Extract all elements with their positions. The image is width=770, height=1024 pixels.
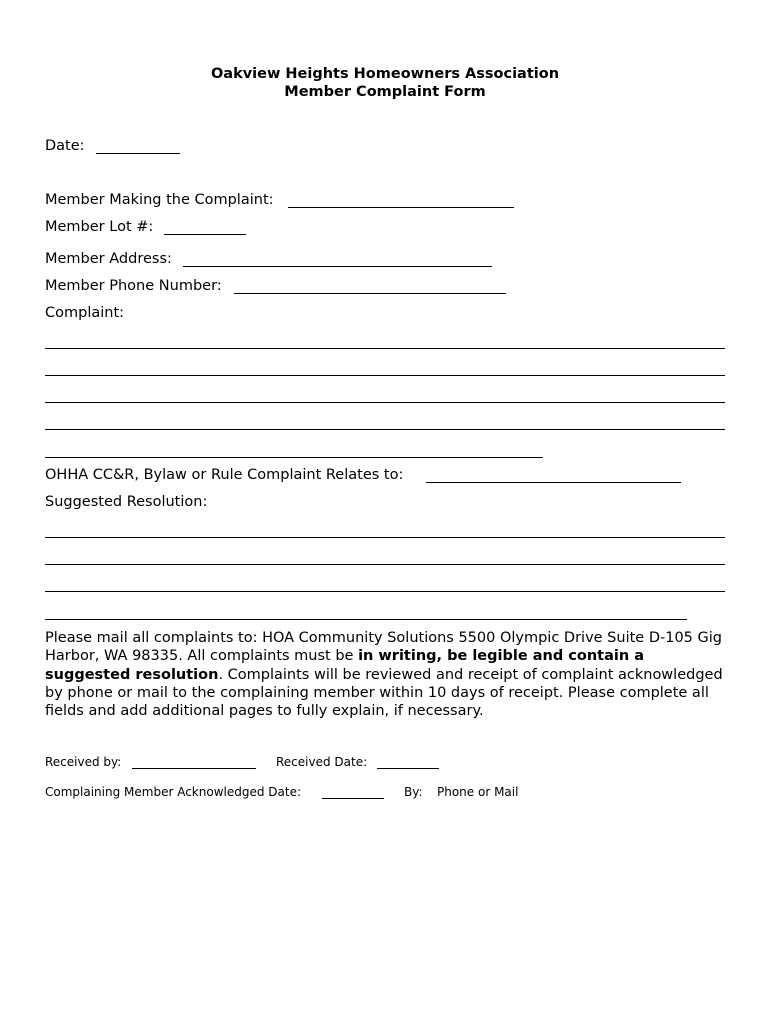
member-name-field[interactable] xyxy=(288,207,514,208)
received-date-field[interactable] xyxy=(377,768,439,769)
received-date-label: Received Date: xyxy=(276,755,368,769)
instructions-text-continued: . Complaints will be reviewed and receipt of complaint acknowledged by phone or mail to the complaining member within 10 days of receipt. Please complete all fields and add additional pages to fully explain, if necessary. xyxy=(45,666,723,720)
complaint-line[interactable] xyxy=(45,375,725,376)
resolution-line[interactable] xyxy=(45,564,725,565)
resolution-label: Suggested Resolution: xyxy=(45,494,208,510)
phone-label: Member Phone Number: xyxy=(45,278,222,294)
ack-date-label: Complaining Member Acknowledged Date: xyxy=(45,785,301,799)
by-label: By: xyxy=(404,785,423,799)
address-field[interactable] xyxy=(183,266,492,267)
rule-field[interactable] xyxy=(426,482,681,483)
address-label: Member Address: xyxy=(45,251,172,267)
member-name-label: Member Making the Complaint: xyxy=(45,192,274,208)
resolution-line[interactable] xyxy=(45,619,687,620)
complaint-line[interactable] xyxy=(45,348,725,349)
complaint-label: Complaint: xyxy=(45,305,125,321)
date-label: Date: xyxy=(45,138,85,154)
resolution-line[interactable] xyxy=(45,591,725,592)
lot-label: Member Lot #: xyxy=(45,219,154,235)
form-title: Member Complaint Form xyxy=(284,84,486,100)
ack-date-field[interactable] xyxy=(322,798,384,799)
by-method-value: Phone or Mail xyxy=(437,785,519,799)
received-by-label: Received by: xyxy=(45,755,122,769)
mailing-instructions xyxy=(45,629,730,720)
resolution-line[interactable] xyxy=(45,537,725,538)
complaint-line[interactable] xyxy=(45,402,725,403)
complaint-line[interactable] xyxy=(45,429,725,430)
instructions-text: Please mail all complaints to: HOA Community Solutions 5500 Olympic Drive Suite D-105 Gig Harbor, WA 98335. All complaints must be xyxy=(45,630,722,665)
date-field[interactable] xyxy=(96,153,180,154)
lot-field[interactable] xyxy=(164,234,246,235)
instructions-emphasis: in writing, be legible and contain a suggested resolution xyxy=(45,648,644,683)
rule-label: OHHA CC&R, Bylaw or Rule Complaint Relates to: xyxy=(45,467,404,483)
received-by-field[interactable] xyxy=(132,768,256,769)
phone-field[interactable] xyxy=(234,293,506,294)
organization-name: Oakview Heights Homeowners Association xyxy=(210,66,560,82)
complaint-line[interactable] xyxy=(45,457,543,458)
